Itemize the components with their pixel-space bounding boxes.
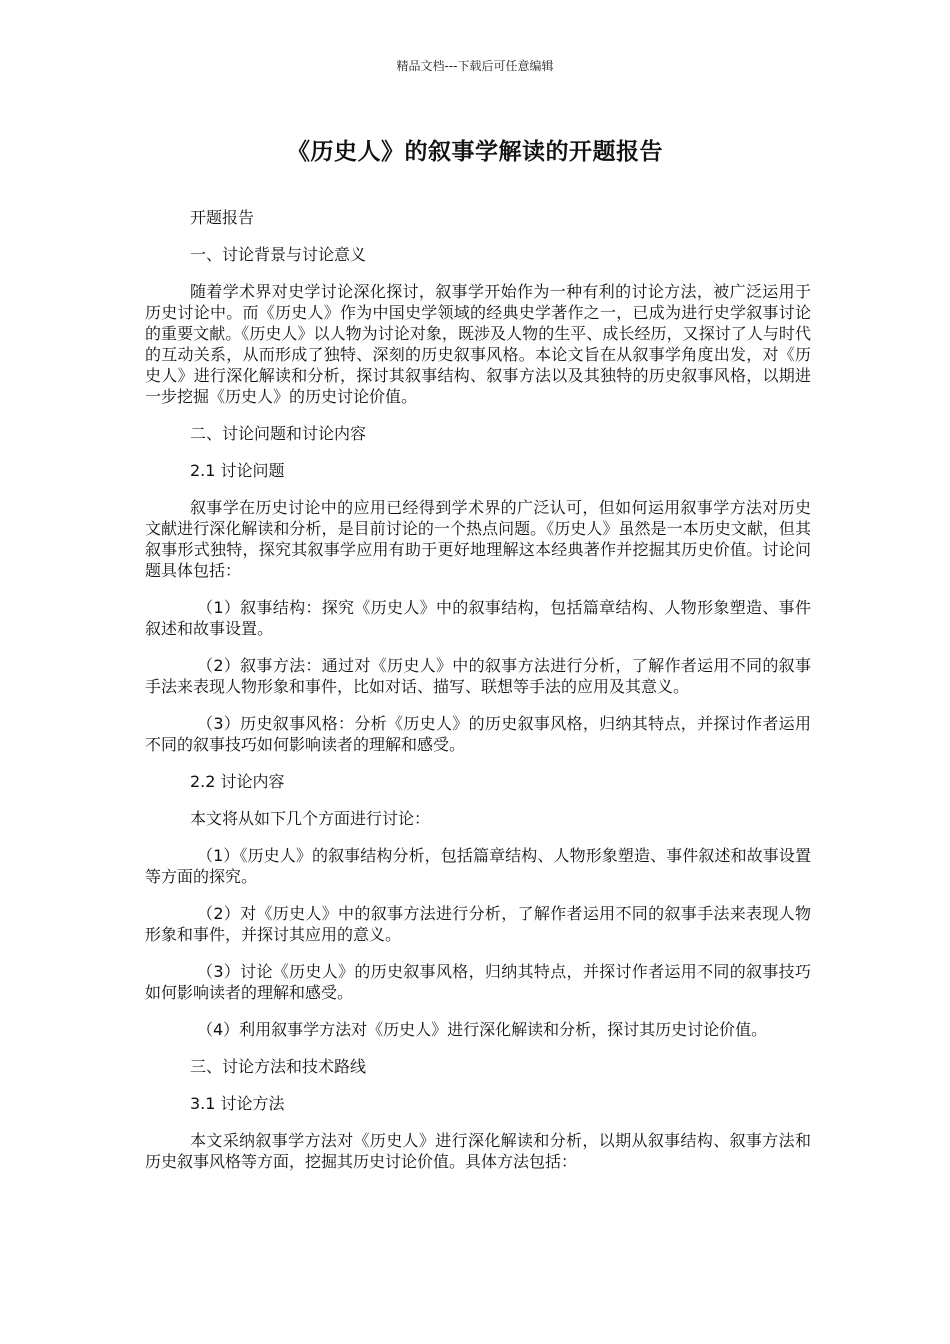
content-item-2: （2）对《历史人》中的叙事方法进行分析，了解作者运用不同的叙事手法来表现人物形象和事件，并探讨其应用的意义。 — [145, 904, 811, 944]
subsection-heading-2-1: 2.1 讨论问题 — [190, 461, 285, 480]
header-note: 精品文档---下载后可任意编辑 — [396, 59, 554, 73]
section-heading-3: 三、讨论方法和技术路线 — [190, 1057, 367, 1076]
section-label: 开题报告 — [190, 208, 255, 227]
subsection-heading-2-2: 2.2 讨论内容 — [190, 772, 285, 791]
question-item-2: （2）叙事方法：通过对《历史人》中的叙事方法进行分析，了解作者运用不同的叙事手法来表现人物形象和事件，比如对话、描写、联想等手法的应用及其意义。 — [145, 656, 811, 696]
question-item-3: （3）历史叙事风格：分析《历史人》的历史叙事风格，归纳其特点，并探讨作者运用不同的叙事技巧如何影响读者的理解和感受。 — [145, 714, 811, 754]
content-item-3: （3）讨论《历史人》的历史叙事风格，归纳其特点，并探讨作者运用不同的叙事技巧如何影响读者的理解和感受。 — [145, 962, 811, 1002]
content-item-1: （1）《历史人》的叙事结构分析，包括篇章结构、人物形象塑造、事件叙述和故事设置等方面的探究。 — [145, 846, 811, 886]
question-item-1: （1）叙事结构：探究《历史人》中的叙事结构，包括篇章结构、人物形象塑造、事件叙述和故事设置。 — [145, 598, 811, 638]
research-question-paragraph: 叙事学在历史讨论中的应用已经得到学术界的广泛认可，但如何运用叙事学方法对历史文献进行深化解读和分析，是目前讨论的一个热点问题。《历史人》虽然是一本历史文献，但其叙事形式独特，探究其叙事学应用有助于更好地理解这本经典著作并挖掘其历史价值。讨论问题具体包括： — [145, 498, 811, 580]
document-title: 《历史人》的叙事学解读的开题报告 — [287, 139, 663, 165]
content-item-4: （4）利用叙事学方法对《历史人》进行深化解读和分析，探讨其历史讨论价值。 — [197, 1020, 768, 1039]
background-paragraph: 随着学术界对史学讨论深化探讨，叙事学开始作为一种有利的讨论方法，被广泛运用于历史讨论中。而《历史人》作为中国史学领域的经典史学著作之一，已成为进行史学叙事讨论的重要文献。《历史人》以人物为讨论对象，既涉及人物的生平、成长经历，又探讨了人与时代的互动关系，从而形成了独特、深刻的历史叙事风格。本论文旨在从叙事学角度出发，对《历史人》进行深化解读和分析，探讨其叙事结构、叙事方法以及其独特的历史叙事风格，以期进一步挖掘《历史人》的历史讨论价值。 — [145, 282, 811, 406]
subsection-heading-3-1: 3.1 讨论方法 — [190, 1094, 285, 1113]
document-body — [145, 207, 811, 1172]
section-heading-2: 二、讨论问题和讨论内容 — [190, 424, 367, 443]
content-intro-paragraph: 本文将从如下几个方面进行讨论： — [190, 809, 431, 828]
section-heading-1: 一、讨论背景与讨论意义 — [190, 245, 367, 264]
method-paragraph: 本文采纳叙事学方法对《历史人》进行深化解读和分析，以期从叙事结构、叙事方法和历史叙事风格等方面，挖掘其历史讨论价值。具体方法包括： — [145, 1131, 811, 1171]
